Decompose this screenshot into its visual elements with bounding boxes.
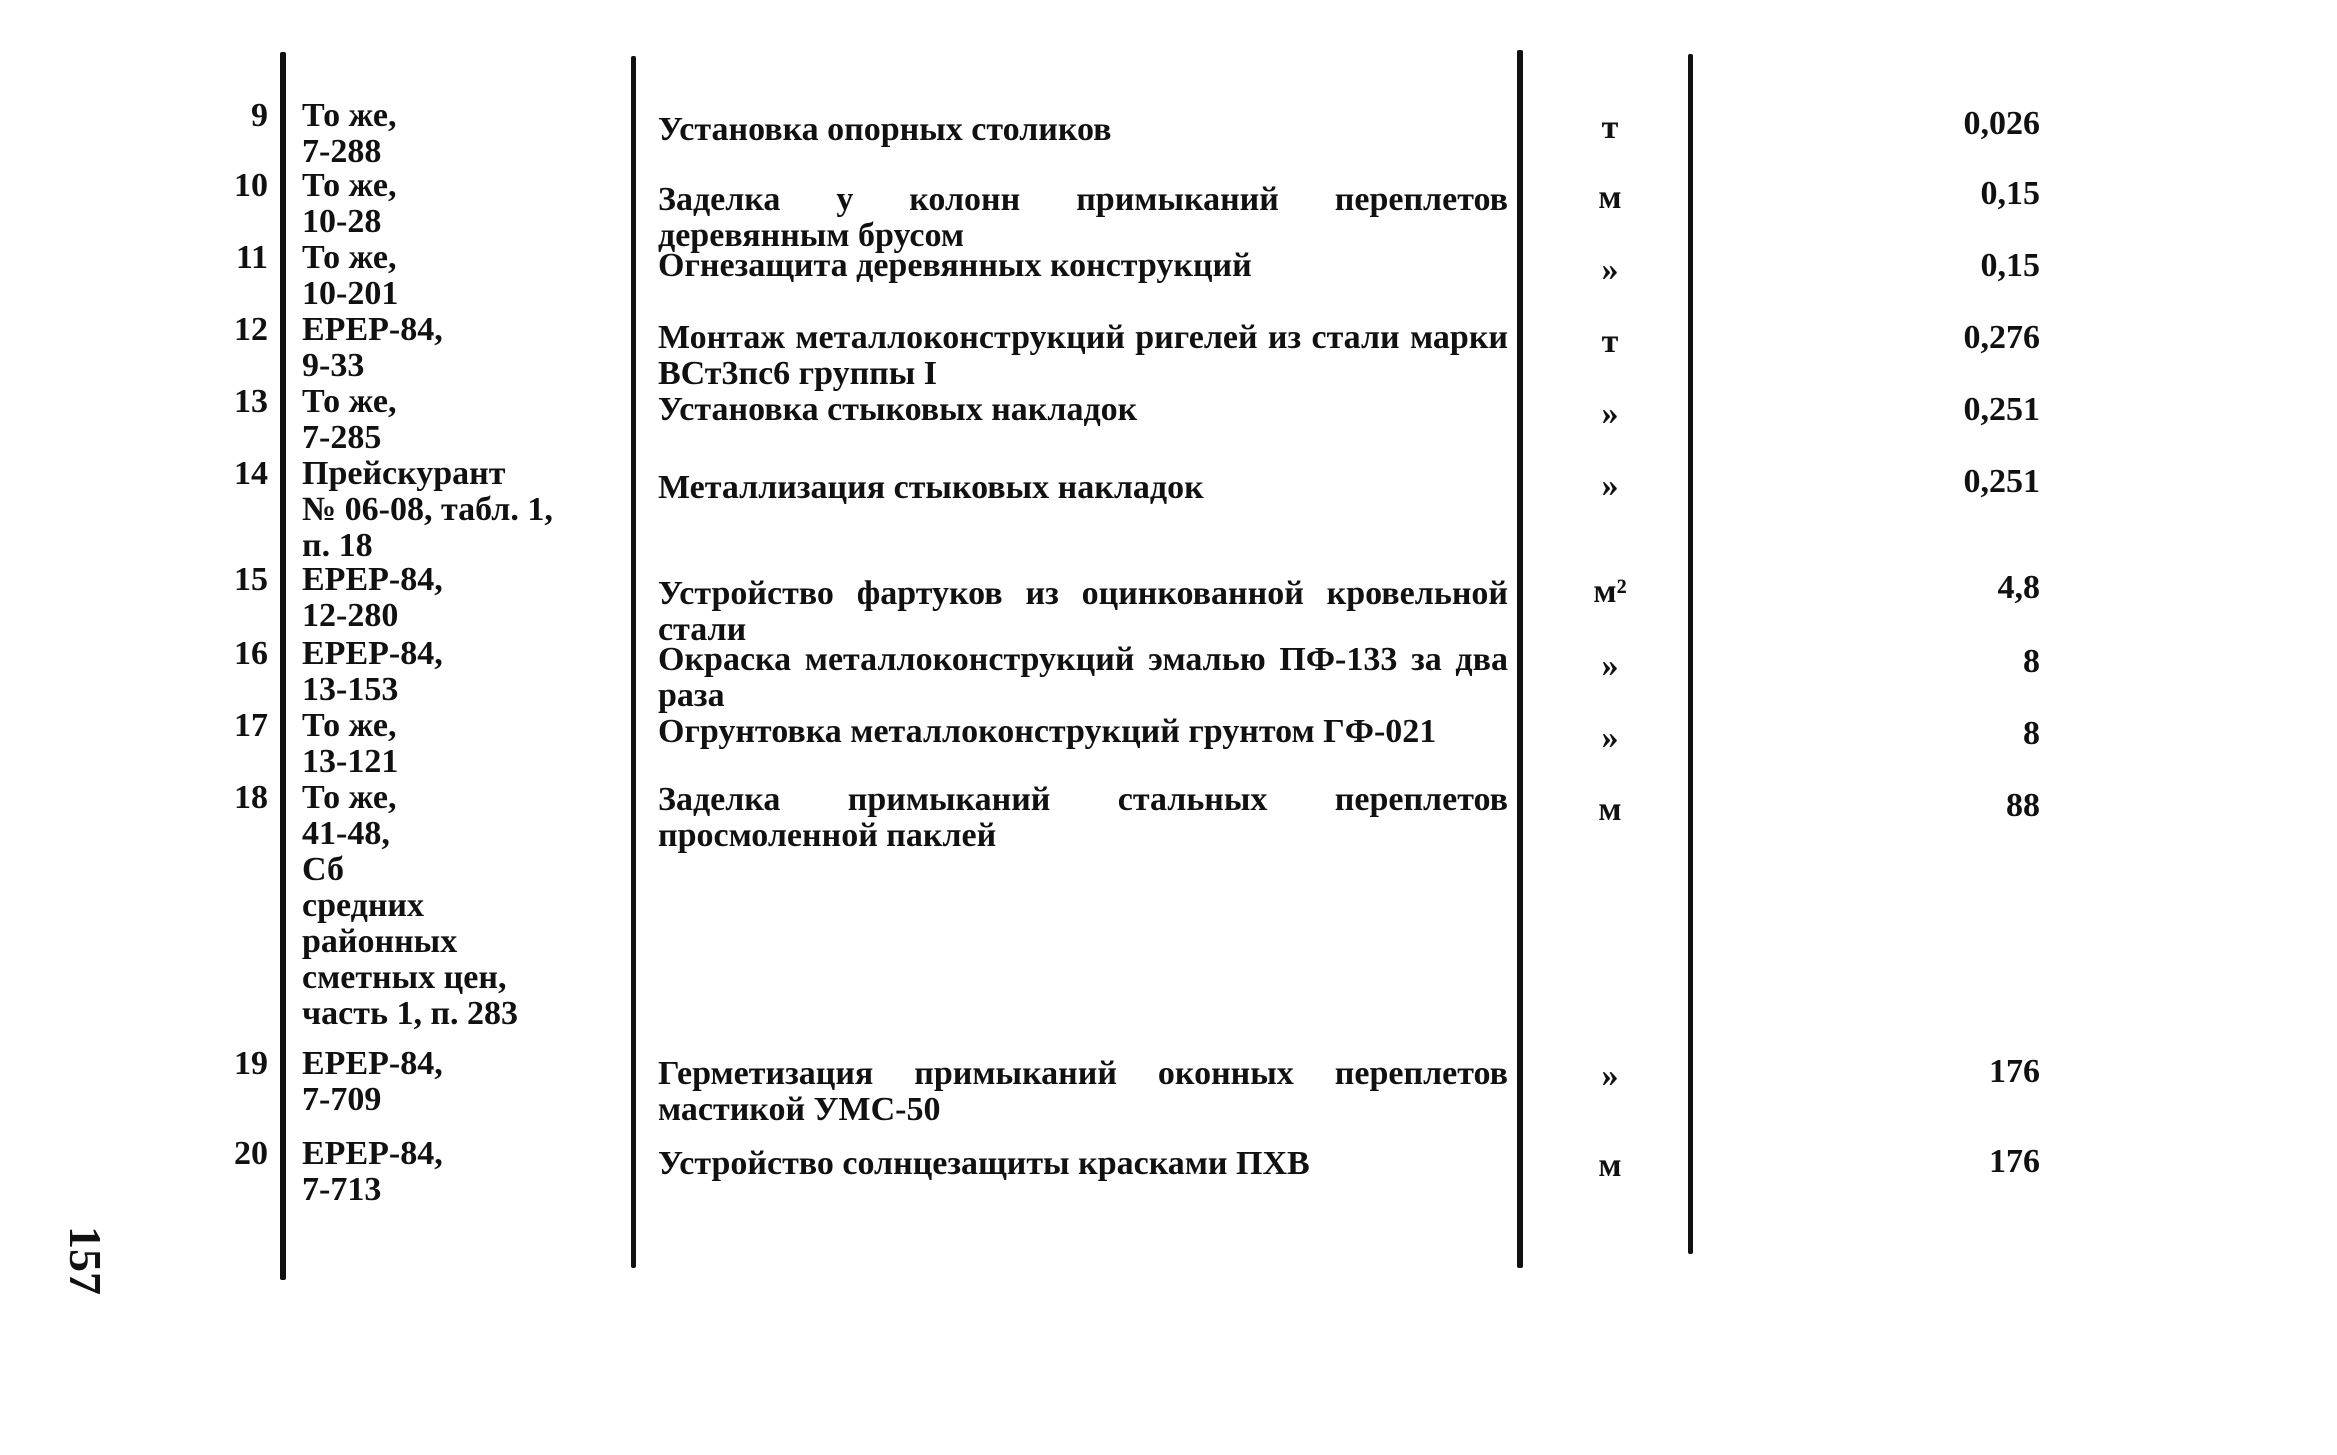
row-unit: » <box>1601 719 1619 756</box>
row-description: Огрунтовка металлоконструкций грунтом ГФ-021 <box>658 713 1437 750</box>
row-unit: » <box>1601 467 1619 504</box>
row-number: 19 <box>234 1045 268 1082</box>
row-reference: То же, 7-288 <box>302 97 397 170</box>
row-quantity: 0,251 <box>1963 391 2040 428</box>
row-unit: т <box>1601 323 1619 360</box>
row-number: 9 <box>251 97 268 134</box>
row-quantity: 0,15 <box>1980 175 2040 212</box>
row-description: Металлизация стыковых накладок <box>658 469 1204 506</box>
row-unit: м <box>1598 1147 1622 1184</box>
row-reference: ЕРЕР-84, 13-153 <box>302 635 443 708</box>
row-number: 12 <box>234 311 268 348</box>
row-number: 11 <box>235 239 268 276</box>
row-number: 14 <box>234 455 268 492</box>
row-reference: То же, 10-201 <box>302 239 399 312</box>
row-number: 13 <box>234 383 268 420</box>
row-number: 20 <box>234 1135 268 1172</box>
row-reference: То же, 10-28 <box>302 167 397 240</box>
row-description: Установка стыковых накладок <box>658 391 1138 428</box>
row-unit: м <box>1598 179 1622 216</box>
row-description: Устройство солнцезащиты красками ПХВ <box>658 1145 1310 1182</box>
row-description: Монтаж металлоконструкций ригелей из стали марки ВСт3пс6 группы I <box>658 319 1508 392</box>
row-quantity: 4,8 <box>1997 569 2040 606</box>
row-unit: м² <box>1593 573 1627 610</box>
row-quantity: 0,15 <box>1980 247 2040 284</box>
row-reference: ЕРЕР-84, 7-713 <box>302 1135 443 1208</box>
row-reference: ЕРЕР-84, 9-33 <box>302 311 443 384</box>
row-description: Огнезащита деревянных конструкций <box>658 247 1252 284</box>
row-reference: ЕРЕР-84, 7-709 <box>302 1045 443 1118</box>
row-quantity: 0,251 <box>1963 463 2040 500</box>
row-quantity: 8 <box>2023 643 2040 680</box>
row-number: 16 <box>234 635 268 672</box>
row-reference: Прейскурант № 06-08, табл. 1, п. 18 <box>302 455 553 564</box>
row-description: Окраска металлоконструкций эмалью ПФ-133 за два раза <box>658 641 1508 714</box>
row-number: 15 <box>234 561 268 598</box>
row-unit: т <box>1601 109 1619 146</box>
row-quantity: 176 <box>1989 1143 2040 1180</box>
row-number: 10 <box>234 167 268 204</box>
row-description: Заделка примыканий стальных переплетов просмоленной паклей <box>658 781 1508 854</box>
row-description: Заделка у колонн примыканий переплетов деревянным брусом <box>658 181 1508 254</box>
row-quantity: 88 <box>2006 787 2040 824</box>
row-quantity: 8 <box>2023 715 2040 752</box>
row-unit: » <box>1601 251 1619 288</box>
row-description: Устройство фартуков из оцинкованной кровельной стали <box>658 575 1508 648</box>
row-unit: » <box>1601 1057 1619 1094</box>
row-reference: То же, 13-121 <box>302 707 399 780</box>
row-quantity: 0,026 <box>1963 105 2040 142</box>
row-description: Установка опорных столиков <box>658 111 1112 148</box>
row-description: Герметизация примыканий оконных переплетов мастикой УМС-50 <box>658 1055 1508 1128</box>
row-number: 17 <box>234 707 268 744</box>
row-number: 18 <box>234 779 268 816</box>
row-unit: м <box>1598 791 1622 828</box>
row-reference: То же, 41-48, Сб средних районных сметных цен, часть 1, п. 283 <box>302 779 519 1032</box>
row-unit: » <box>1601 395 1619 432</box>
column-rule-4 <box>1688 54 1693 1254</box>
column-rule-2 <box>631 56 636 1268</box>
column-rule-1 <box>280 52 286 1280</box>
row-quantity: 0,276 <box>1963 319 2040 356</box>
row-quantity: 176 <box>1989 1053 2040 1090</box>
page-number: 157 <box>60 1226 111 1295</box>
row-unit: » <box>1601 647 1619 684</box>
row-reference: То же, 7-285 <box>302 383 397 456</box>
column-rule-3 <box>1517 50 1523 1268</box>
row-reference: ЕРЕР-84, 12-280 <box>302 561 443 634</box>
